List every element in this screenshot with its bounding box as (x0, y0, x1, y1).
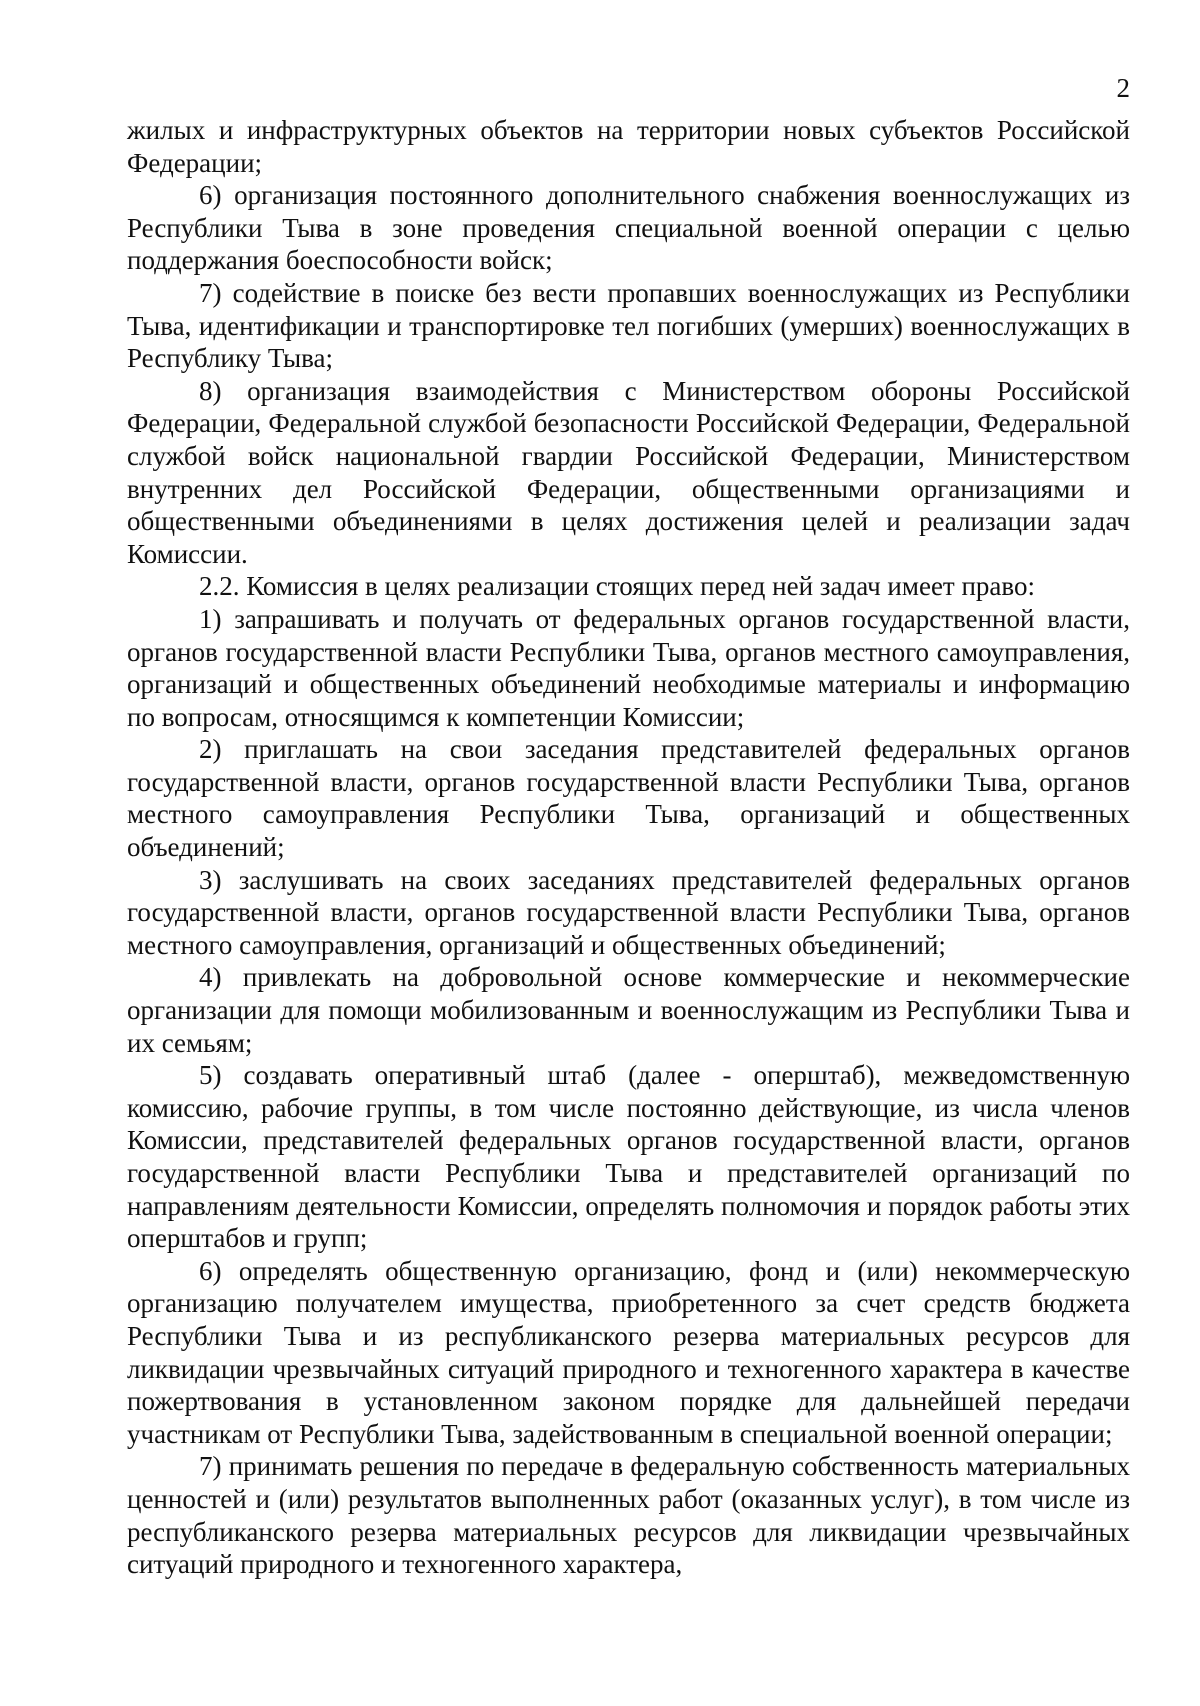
paragraph-continuation: жилых и инфраструктурных объектов на территории новых субъектов Российской Федерации; (127, 115, 1130, 178)
paragraph-right-1: 1) запрашивать и получать от федеральных органов государственной власти, органов государственной власти Республики Тыва, органов местного самоуправления, организаций и общественных объединений необходимые материалы и информацию по вопросам, относящимся к компетенции Комиссии; (127, 603, 1130, 732)
paragraph-item-8: 8) организация взаимодействия с Министерством обороны Российской Федерации, Федеральной службой безопасности Российской Федерации, Федеральной службой войск национальной гвардии Российской Федерации, Министерством внутренних дел Российской Федерации, общественными организациями и общественными объединениями в целях достижения целей и реализации задач Комиссии. (127, 375, 1130, 569)
paragraph-right-4: 4) привлекать на добровольной основе коммерческие и некоммерческие организации для помощи мобилизованным и военнослужащим из Республики Тыва и их семьям; (127, 962, 1130, 1058)
paragraph-section-2-2: 2.2. Комиссия в целях реализации стоящих перед ней задач имеет право: (199, 571, 1035, 602)
paragraph-right-3: 3) заслушивать на своих заседаниях представителей федеральных органов государственной власти, органов государственной власти Республики Тыва, органов местного самоуправления, организаций и общественных объединений; (127, 864, 1130, 960)
paragraph-right-7: 7) принимать решения по передаче в федеральную собственность материальных ценностей и (или) результатов выполненных работ (оказанных услуг), в том числе из республиканского резерва материальных ресурсов для ликвидации чрезвычайных ситуаций природного и техногенного характера, (127, 1451, 1130, 1580)
paragraph-item-6: 6) организация постоянного дополнительного снабжения военнослужащих из Республики Тыва в зоне проведения специальной военной операции с целью поддержания боеспособности войск; (127, 180, 1130, 276)
paragraph-right-6: 6) определять общественную организацию, фонд и (или) некоммерческую организацию получателем имущества, приобретенного за счет средств бюджета Республики Тыва и из республиканского резерва материальных ресурсов для ликвидации чрезвычайных ситуаций природного и техногенного характера в качестве пожертвования в установленном законом порядке для дальнейшей передачи участникам от Республики Тыва, задействованным в специальной военной операции; (127, 1255, 1130, 1449)
paragraph-right-5: 5) создавать оперативный штаб (далее - оперштаб), межведомственную комиссию, рабочие группы, в том числе постоянно действующие, из числа членов Комиссии, представителей федеральных органов государственной власти, органов государственной власти Республики Тыва и представителей организаций по направлениям деятельности Комиссии, определять полномочия и порядок работы этих оперштабов и групп; (127, 1060, 1130, 1254)
page-number: 2 (1116, 73, 1130, 103)
paragraph-item-7: 7) содействие в поиске без вести пропавших военнослужащих из Республики Тыва, идентификации и транспортировке тел погибших (умерших) военнослужащих в Республику Тыва; (127, 277, 1130, 374)
paragraph-right-2: 2) приглашать на свои заседания представителей федеральных органов государственной власти, органов государственной власти Республики Тыва, органов местного самоуправления Республики Тыва, организаций и общественных объединений; (127, 734, 1130, 863)
document-body (127, 114, 1130, 1581)
